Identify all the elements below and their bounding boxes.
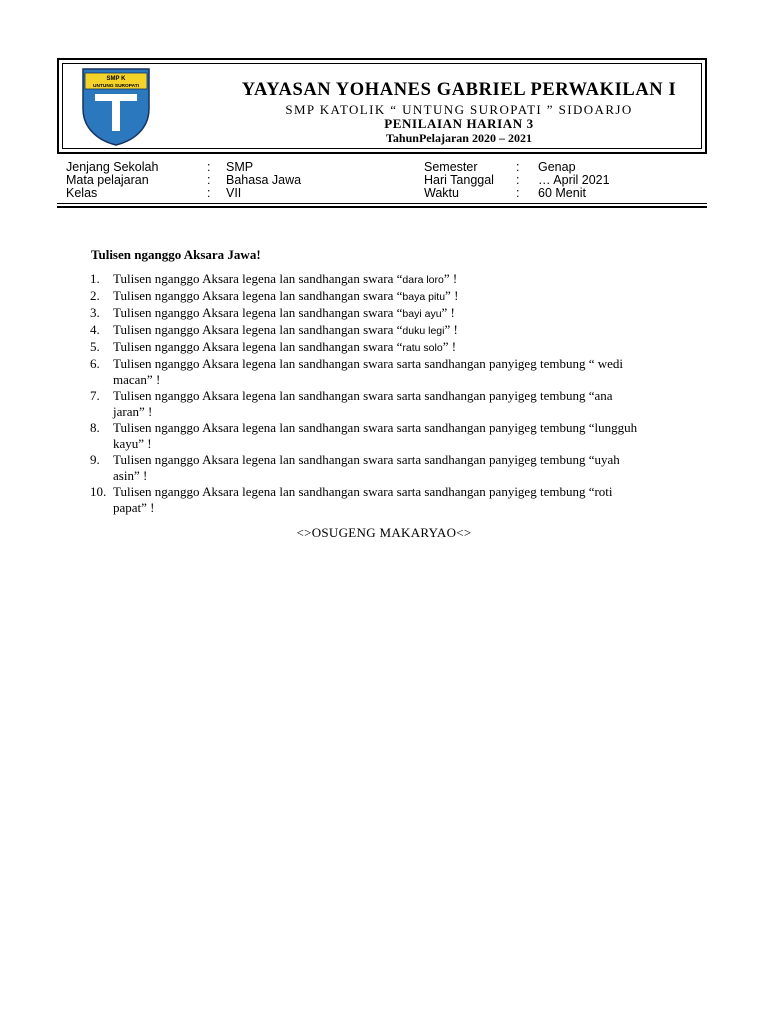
question-word: duku legi xyxy=(402,325,445,337)
info-label: Kelas xyxy=(66,186,98,200)
info-colon: : xyxy=(516,173,520,187)
question-text: Tulisen nganggo Aksara legena lan sandhangan swara sarta sandhangan panyigeg tembung “uyah xyxy=(113,452,620,467)
info-row xyxy=(66,160,706,173)
logo-text-bottom: UNTUNG SUROPATI xyxy=(93,84,139,89)
question-item xyxy=(90,339,680,356)
info-colon: : xyxy=(207,173,211,187)
question-text: Tulisen nganggo Aksara legena lan sandhangan swara “ xyxy=(113,271,403,286)
question-number: 1. xyxy=(90,271,100,286)
question-number: 10. xyxy=(90,484,107,499)
question-item xyxy=(90,356,680,388)
academic-year: TahunPelajaran 2020 – 2021 xyxy=(386,131,532,145)
question-end: ” ! xyxy=(443,271,458,286)
question-number: 7. xyxy=(90,388,100,403)
info-value: … April 2021 xyxy=(538,173,610,187)
question-item xyxy=(90,388,680,420)
question-number: 4. xyxy=(90,322,100,337)
info-colon: : xyxy=(207,186,211,200)
question-end: ” ! xyxy=(442,339,457,354)
question-text: Tulisen nganggo Aksara legena lan sandhangan swara “ xyxy=(113,322,403,337)
info-value: Bahasa Jawa xyxy=(226,173,302,187)
question-text-continued: kayu” ! xyxy=(113,436,152,451)
question-text: Tulisen nganggo Aksara legena lan sandhangan swara “ xyxy=(113,339,403,354)
question-number: 5. xyxy=(90,339,100,354)
question-text-continued: asin” ! xyxy=(113,468,148,483)
question-text: Tulisen nganggo Aksara legena lan sandhangan swara sarta sandhangan panyigeg tembung “ana xyxy=(113,388,613,403)
info-row xyxy=(66,186,706,199)
info-colon: : xyxy=(207,160,211,174)
closing-greeting: <>OSUGENG MAKARYAO<> xyxy=(296,525,472,540)
info-row xyxy=(66,173,706,186)
logo-text-top: SMP K xyxy=(106,76,126,82)
info-value: 60 Menit xyxy=(538,186,586,200)
divider-thick xyxy=(57,206,707,208)
info-label: Waktu xyxy=(424,186,459,200)
info-value: VII xyxy=(226,186,242,200)
instruction: Tulisen nganggo Aksara Jawa! xyxy=(91,247,261,262)
question-text: Tulisen nganggo Aksara legena lan sandhangan swara “ xyxy=(113,288,403,303)
info-colon: : xyxy=(516,160,520,174)
exam-info-table xyxy=(66,160,706,199)
question-number: 2. xyxy=(90,288,100,303)
question-end: ” ! xyxy=(444,322,458,337)
question-number: 3. xyxy=(90,305,100,320)
question-word: baya pitu xyxy=(402,291,446,303)
school-name: SMP KATOLIK “ UNTUNG SUROPATI ” SIDOARJO xyxy=(285,102,633,117)
question-end: ” ! xyxy=(445,288,459,303)
info-label: Semester xyxy=(424,160,478,174)
foundation-title: YAYASAN YOHANES GABRIEL PERWAKILAN I xyxy=(241,80,677,100)
info-value: Genap xyxy=(538,160,576,174)
question-item xyxy=(90,452,680,484)
question-text-continued: papat” ! xyxy=(113,500,155,515)
question-item xyxy=(90,420,680,452)
question-word: dara loro xyxy=(402,274,444,286)
assessment-title: PENILAIAN HARIAN 3 xyxy=(384,116,534,131)
question-text-continued: macan” ! xyxy=(113,372,161,387)
info-colon: : xyxy=(516,186,520,200)
info-value: SMP xyxy=(226,160,254,174)
letterhead xyxy=(57,58,707,154)
info-label: Mata pelajaran xyxy=(66,173,149,187)
question-number: 6. xyxy=(90,356,100,371)
info-label: Jenjang Sekolah xyxy=(66,160,159,174)
question-word: ratu solo xyxy=(402,342,443,354)
question-number: 8. xyxy=(90,420,100,435)
question-item xyxy=(90,322,680,339)
question-text-continued: jaran” ! xyxy=(113,404,153,419)
question-list xyxy=(90,271,680,516)
question-word: bayi ayu xyxy=(402,308,442,320)
question-item xyxy=(90,288,680,305)
divider-thin xyxy=(57,203,707,204)
question-number: 9. xyxy=(90,452,100,467)
school-logo xyxy=(81,67,151,147)
question-text: Tulisen nganggo Aksara legena lan sandhangan swara sarta sandhangan panyigeg tembung “lungguh xyxy=(113,420,638,435)
question-item xyxy=(90,271,680,288)
question-text: Tulisen nganggo Aksara legena lan sandhangan swara sarta sandhangan panyigeg tembung “roti xyxy=(113,484,613,499)
question-item xyxy=(90,305,680,322)
info-label: Hari Tanggal xyxy=(424,173,494,187)
question-text: Tulisen nganggo Aksara legena lan sandhangan swara “ xyxy=(113,305,403,320)
question-text: Tulisen nganggo Aksara legena lan sandhangan swara sarta sandhangan panyigeg tembung “ wedi xyxy=(113,356,623,371)
question-end: ” ! xyxy=(441,305,455,320)
question-item xyxy=(90,484,680,516)
